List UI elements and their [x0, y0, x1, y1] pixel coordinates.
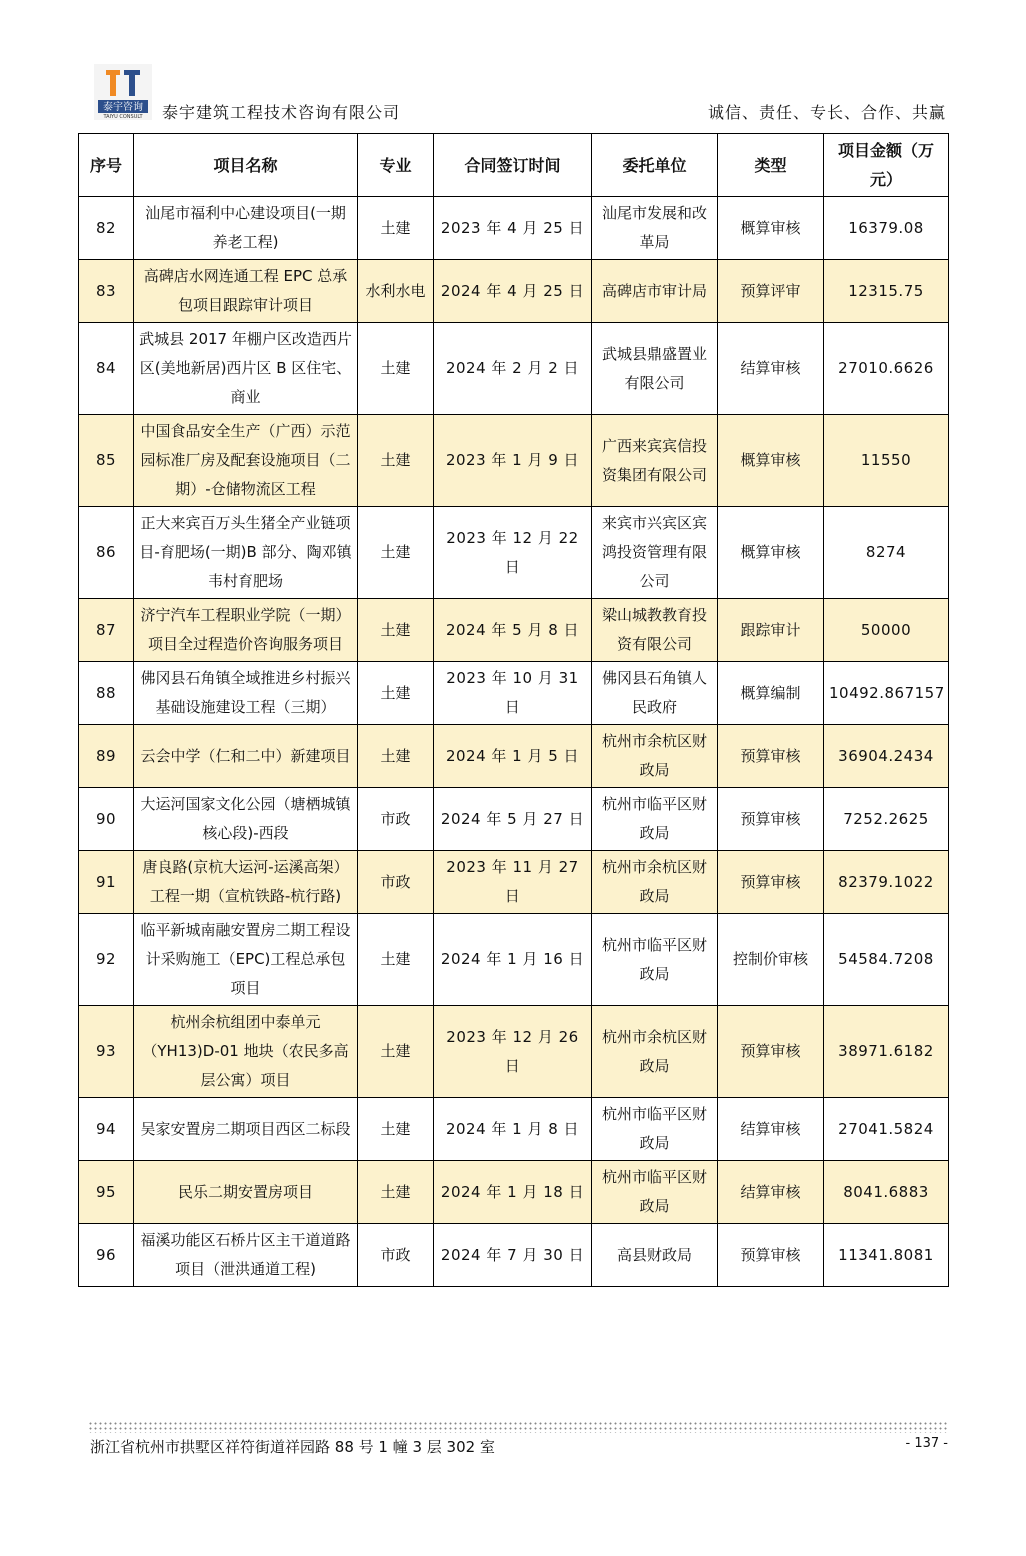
- cell-client: 高县财政局: [592, 1224, 718, 1287]
- cell-project-name: 汕尾市福利中心建设项目(一期养老工程): [134, 197, 358, 260]
- table-row: [79, 507, 949, 599]
- cell-project-name: 福溪功能区石桥片区主干道道路项目（泄洪通道工程): [134, 1224, 358, 1287]
- cell-type: 预算审核: [718, 788, 824, 851]
- table-header-row: [79, 134, 949, 197]
- footer-divider: [88, 1421, 948, 1433]
- cell-major: 土建: [358, 1098, 434, 1161]
- cell-contract-date: 2024 年 7 月 30 日: [434, 1224, 592, 1287]
- cell-number: 87: [79, 599, 134, 662]
- cell-project-name: 云会中学（仁和二中）新建项目: [134, 725, 358, 788]
- column-header: 序号: [79, 134, 134, 197]
- cell-amount: 27010.6626: [824, 323, 949, 415]
- cell-amount: 36904.2434: [824, 725, 949, 788]
- table-row: [79, 415, 949, 507]
- cell-number: 91: [79, 851, 134, 914]
- table-row: [79, 725, 949, 788]
- cell-type: 预算审核: [718, 851, 824, 914]
- cell-amount: 7252.2625: [824, 788, 949, 851]
- project-table: [78, 133, 949, 1287]
- cell-project-name: 佛冈县石角镇全域推进乡村振兴基础设施建设工程（三期）: [134, 662, 358, 725]
- cell-number: 86: [79, 507, 134, 599]
- column-header: 合同签订时间: [434, 134, 592, 197]
- cell-major: 土建: [358, 415, 434, 507]
- cell-project-name: 济宁汽车工程职业学院（一期）项目全过程造价咨询服务项目: [134, 599, 358, 662]
- cell-amount: 8041.6883: [824, 1161, 949, 1224]
- cell-number: 88: [79, 662, 134, 725]
- cell-project-name: 中国食品安全生产（广西）示范园标准厂房及配套设施项目（二期）-仓储物流区工程: [134, 415, 358, 507]
- cell-major: 土建: [358, 662, 434, 725]
- cell-number: 82: [79, 197, 134, 260]
- cell-contract-date: 2023 年 12 月 22 日: [434, 507, 592, 599]
- cell-contract-date: 2023 年 12 月 26 日: [434, 1006, 592, 1098]
- cell-number: 84: [79, 323, 134, 415]
- table-row: [79, 599, 949, 662]
- cell-type: 预算评审: [718, 260, 824, 323]
- cell-contract-date: 2024 年 1 月 18 日: [434, 1161, 592, 1224]
- cell-client: 武城县鼎盛置业有限公司: [592, 323, 718, 415]
- cell-major: 土建: [358, 725, 434, 788]
- column-header: 项目名称: [134, 134, 358, 197]
- table-row: [79, 1098, 949, 1161]
- cell-number: 90: [79, 788, 134, 851]
- cell-number: 96: [79, 1224, 134, 1287]
- cell-contract-date: 2023 年 10 月 31 日: [434, 662, 592, 725]
- table-row: [79, 1161, 949, 1224]
- cell-contract-date: 2023 年 1 月 9 日: [434, 415, 592, 507]
- cell-major: 土建: [358, 914, 434, 1006]
- cell-major: 市政: [358, 1224, 434, 1287]
- column-header: 类型: [718, 134, 824, 197]
- cell-project-name: 临平新城南融安置房二期工程设计采购施工（EPC)工程总承包项目: [134, 914, 358, 1006]
- cell-major: 市政: [358, 788, 434, 851]
- cell-major: 土建: [358, 1006, 434, 1098]
- company-slogan: 诚信、责任、专长、合作、共赢: [707, 103, 946, 122]
- cell-client: 广西来宾宾信投资集团有限公司: [592, 415, 718, 507]
- cell-amount: 11550: [824, 415, 949, 507]
- cell-type: 控制价审核: [718, 914, 824, 1006]
- cell-project-name: 武城县 2017 年棚户区改造西片区(美地新居)西片区 B 区住宅、商业: [134, 323, 358, 415]
- cell-project-name: 唐良路(京杭大运河-运溪高架）工程一期（宣杭铁路-杭行路): [134, 851, 358, 914]
- cell-contract-date: 2024 年 4 月 25 日: [434, 260, 592, 323]
- cell-number: 95: [79, 1161, 134, 1224]
- cell-type: 概算审核: [718, 415, 824, 507]
- cell-project-name: 吴家安置房二期项目西区二标段: [134, 1098, 358, 1161]
- cell-amount: 82379.1022: [824, 851, 949, 914]
- page-number: - 137 -: [905, 1436, 948, 1451]
- cell-amount: 11341.8081: [824, 1224, 949, 1287]
- cell-type: 概算审核: [718, 197, 824, 260]
- cell-amount: 16379.08: [824, 197, 949, 260]
- cell-amount: 8274: [824, 507, 949, 599]
- cell-client: 杭州市余杭区财政局: [592, 851, 718, 914]
- cell-major: 土建: [358, 197, 434, 260]
- table-row: [79, 323, 949, 415]
- logo-text: 泰宇咨询: [103, 102, 143, 113]
- cell-number: 89: [79, 725, 134, 788]
- cell-number: 93: [79, 1006, 134, 1098]
- cell-project-name: 民乐二期安置房项目: [134, 1161, 358, 1224]
- table-row: [79, 1224, 949, 1287]
- cell-number: 94: [79, 1098, 134, 1161]
- cell-project-name: 高碑店水网连通工程 EPC 总承包项目跟踪审计项目: [134, 260, 358, 323]
- cell-project-name: 大运河国家文化公园（塘栖城镇核心段)-西段: [134, 788, 358, 851]
- cell-number: 92: [79, 914, 134, 1006]
- cell-contract-date: 2024 年 5 月 8 日: [434, 599, 592, 662]
- cell-major: 水利水电: [358, 260, 434, 323]
- cell-type: 概算编制: [718, 662, 824, 725]
- cell-client: 杭州市临平区财政局: [592, 1098, 718, 1161]
- cell-client: 梁山城教教育投资有限公司: [592, 599, 718, 662]
- cell-type: 预算审核: [718, 1006, 824, 1098]
- table-row: [79, 788, 949, 851]
- table-row: [79, 914, 949, 1006]
- cell-client: 杭州市余杭区财政局: [592, 1006, 718, 1098]
- cell-type: 结算审核: [718, 1098, 824, 1161]
- column-header: 项目金额（万元）: [824, 134, 949, 197]
- cell-client: 高碑店市审计局: [592, 260, 718, 323]
- cell-amount: 10492.867157: [824, 662, 949, 725]
- footer-address: 浙江省杭州市拱墅区祥符街道祥园路 88 号 1 幢 3 层 302 室: [90, 1438, 495, 1456]
- cell-amount: 50000: [824, 599, 949, 662]
- table-row: [79, 851, 949, 914]
- cell-major: 土建: [358, 599, 434, 662]
- cell-client: 汕尾市发展和改革局: [592, 197, 718, 260]
- table-row: [79, 260, 949, 323]
- logo-icon: [94, 64, 152, 120]
- cell-contract-date: 2024 年 1 月 5 日: [434, 725, 592, 788]
- cell-project-name: 正大来宾百万头生猪全产业链项目-育肥场(一期)B 部分、陶邓镇韦村育肥场: [134, 507, 358, 599]
- company-name: 泰宇建筑工程技术咨询有限公司: [162, 103, 401, 122]
- cell-client: 杭州市临平区财政局: [592, 1161, 718, 1224]
- cell-type: 预算审核: [718, 1224, 824, 1287]
- cell-contract-date: 2024 年 5 月 27 日: [434, 788, 592, 851]
- column-header: 专业: [358, 134, 434, 197]
- company-logo: [94, 64, 152, 120]
- cell-type: 跟踪审计: [718, 599, 824, 662]
- column-header: 委托单位: [592, 134, 718, 197]
- cell-major: 土建: [358, 507, 434, 599]
- cell-major: 土建: [358, 1161, 434, 1224]
- cell-contract-date: 2024 年 1 月 8 日: [434, 1098, 592, 1161]
- cell-number: 85: [79, 415, 134, 507]
- cell-amount: 27041.5824: [824, 1098, 949, 1161]
- cell-amount: 12315.75: [824, 260, 949, 323]
- cell-type: 预算审核: [718, 725, 824, 788]
- page-header: [80, 60, 948, 136]
- cell-project-name: 杭州余杭组团中泰单元（YH13)D-01 地块（农民多高层公寓）项目: [134, 1006, 358, 1098]
- cell-type: 结算审核: [718, 323, 824, 415]
- cell-contract-date: 2023 年 4 月 25 日: [434, 197, 592, 260]
- cell-client: 佛冈县石角镇人民政府: [592, 662, 718, 725]
- table-body: [79, 197, 949, 1287]
- cell-number: 83: [79, 260, 134, 323]
- table-row: [79, 662, 949, 725]
- cell-client: 杭州市临平区财政局: [592, 788, 718, 851]
- cell-contract-date: 2023 年 11 月 27 日: [434, 851, 592, 914]
- cell-client: 杭州市临平区财政局: [592, 914, 718, 1006]
- cell-contract-date: 2024 年 1 月 16 日: [434, 914, 592, 1006]
- cell-client: 来宾市兴宾区宾鸿投资管理有限公司: [592, 507, 718, 599]
- cell-type: 概算审核: [718, 507, 824, 599]
- table-row: [79, 197, 949, 260]
- table-row: [79, 1006, 949, 1098]
- cell-contract-date: 2024 年 2 月 2 日: [434, 323, 592, 415]
- cell-major: 市政: [358, 851, 434, 914]
- cell-client: 杭州市余杭区财政局: [592, 725, 718, 788]
- cell-type: 结算审核: [718, 1161, 824, 1224]
- cell-major: 土建: [358, 323, 434, 415]
- logo-sub: TAIYU CONSULT: [103, 114, 143, 120]
- cell-amount: 54584.7208: [824, 914, 949, 1006]
- cell-amount: 38971.6182: [824, 1006, 949, 1098]
